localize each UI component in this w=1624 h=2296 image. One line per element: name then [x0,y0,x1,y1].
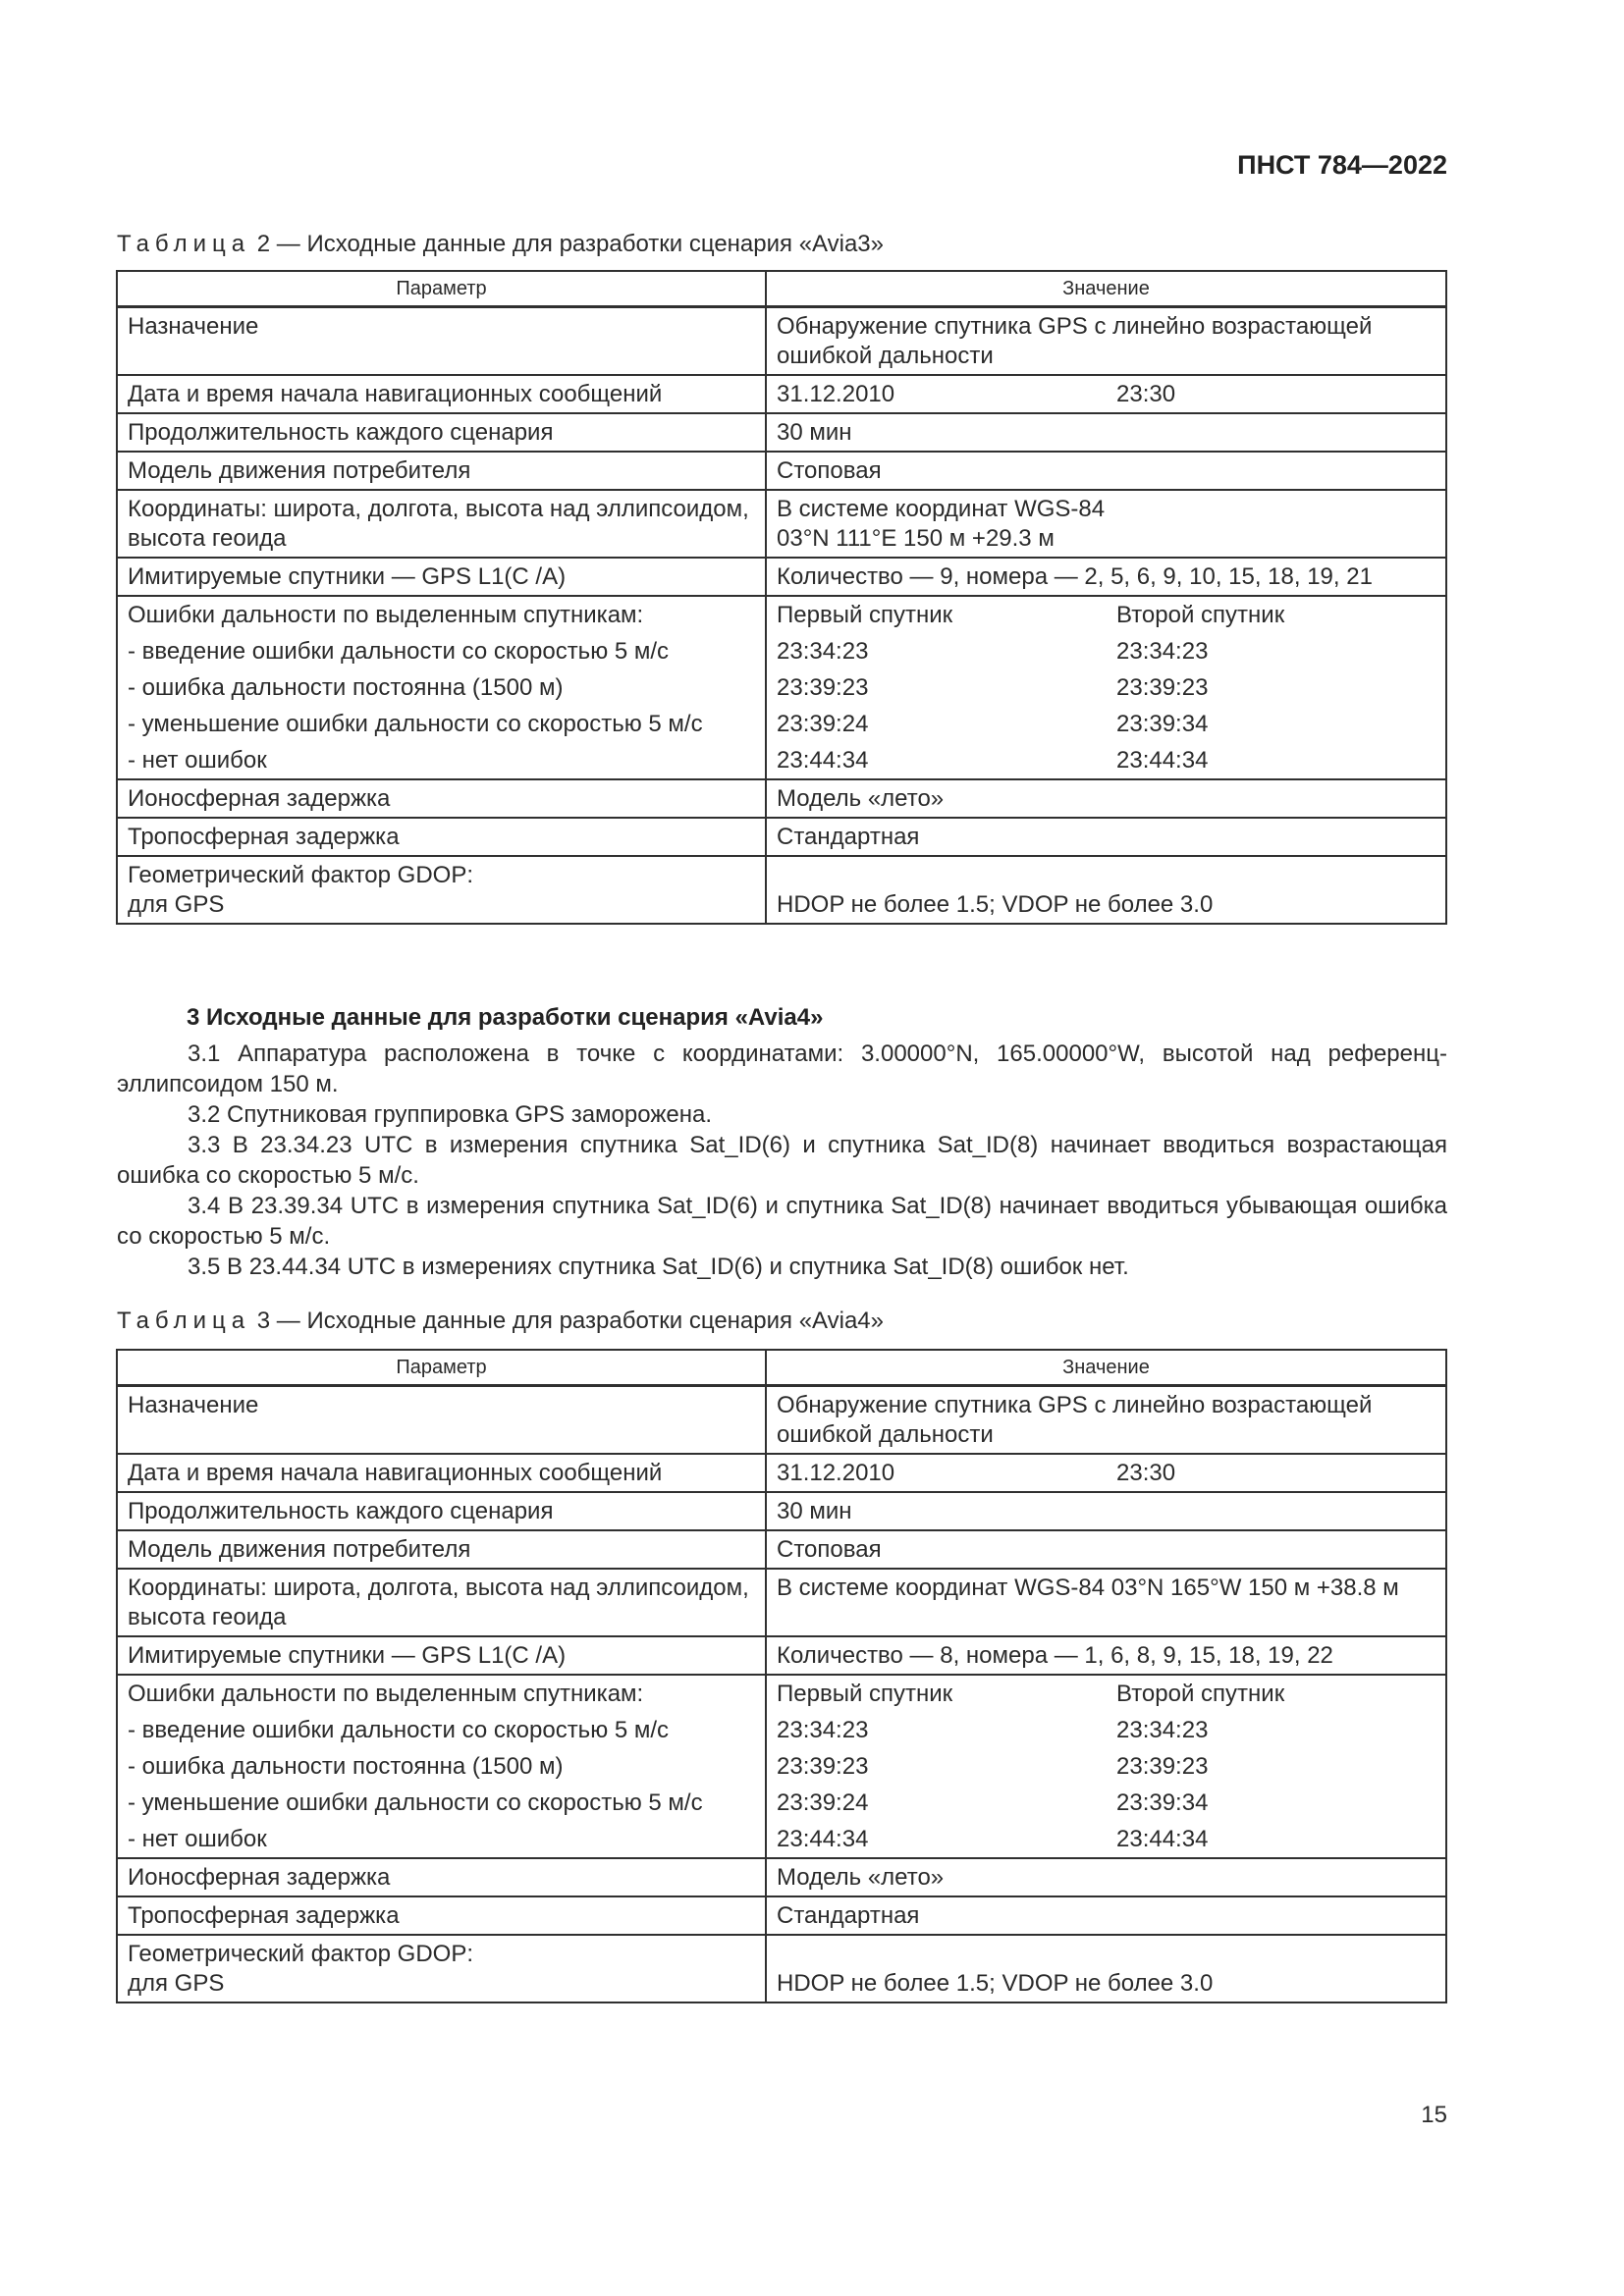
first-satellite-header: Первый спутник [777,602,953,628]
error-second-time: 23:39:23 [1116,674,1209,701]
row-label-motion: Модель движения потребителя [117,1530,766,1569]
error-second-time: 23:39:23 [1116,1753,1209,1780]
row-label-coords: Координаты: широта, долгота, высота над эллипсоидом, высота геоида [117,1569,766,1636]
gdop-label-line-2: для GPS [128,891,225,918]
table-row [117,706,1446,742]
error-label: - введение ошибки дальности со скоростью 5 м/с [117,633,766,669]
row-value-duration: 30 мин [766,1492,1446,1530]
page-number: 15 [1421,2102,1447,2128]
row-label-datetime: Дата и время начала навигационных сообщений [117,1454,766,1492]
row-value-gdop: HDOP не более 1.5; VDOP не более 3.0 [766,1935,1446,2002]
table-row [117,452,1446,490]
table3-caption [117,1307,884,1336]
table-row [117,1896,1446,1935]
row-label-coords: Координаты: широта, долгота, высота над эллипсоидом, высота геоида [117,490,766,558]
row-value-datetime [766,1454,1446,1492]
column-header-value: Значение [766,271,1446,307]
row-value-purpose: Обнаружение спутника GPS с линейно возрастающей ошибкой дальности [766,307,1446,376]
table-row [117,1785,1446,1821]
row-value-datetime [766,375,1446,413]
error-first-time: 23:39:24 [777,1789,869,1816]
row-value-motion: Стоповая [766,452,1446,490]
table-row [117,818,1446,856]
error-first-time: 23:39:23 [777,674,869,701]
table-row [117,596,1446,633]
paragraph-3-2 [117,1099,1447,1130]
table-row [117,413,1446,452]
row-label-duration: Продолжительность каждого сценария [117,413,766,452]
document-code: ПНСТ 784—2022 [1237,150,1447,180]
error-label: - нет ошибок [117,742,766,779]
error-second-time: 23:44:34 [1116,1826,1209,1852]
error-times [766,669,1446,706]
row-value-ionosphere: Модель «лето» [766,1858,1446,1896]
error-first-time: 23:39:24 [777,711,869,737]
paragraph-3-3 [117,1130,1447,1191]
table-row [117,490,1446,558]
table-row [117,669,1446,706]
error-label: - уменьшение ошибки дальности со скоростью 5 м/с [117,1785,766,1821]
error-times [766,706,1446,742]
gdop-label-line-1: Геометрический фактор GDOP: [128,1941,474,1967]
paragraph-text: 3.4 В 23.39.34 UTC в измерения спутника Sat_ID(6) и спутника Sat_ID(8) начинает вводиться убывающая ошибка со скоростью 5 м/с. [117,1193,1447,1250]
error-label: - введение ошибки дальности со скоростью 5 м/с [117,1712,766,1748]
column-header-value: Значение [766,1350,1446,1386]
coords-line-1: В системе координат WGS-84 [777,496,1106,522]
table-row [117,779,1446,818]
first-satellite-header: Первый спутник [777,1681,953,1707]
row-label-troposphere: Тропосферная задержка [117,818,766,856]
error-second-time: 23:34:23 [1116,638,1209,665]
row-value-errors-header [766,1675,1446,1712]
error-first-time: 23:34:23 [777,1717,869,1743]
row-value-troposphere: Стандартная [766,1896,1446,1935]
row-value-gdop: HDOP не более 1.5; VDOP не более 3.0 [766,856,1446,924]
table2 [116,270,1447,925]
row-value-ionosphere: Модель «лето» [766,779,1446,818]
section-3-title: 3 Исходные данные для разработки сценария «Avia4» [187,1004,824,1031]
row-label-purpose: Назначение [117,1386,766,1455]
paragraph-text: 3.5 В 23.44.34 UTC в измерениях спутника Sat_ID(6) и спутника Sat_ID(8) ошибок нет. [188,1254,1129,1280]
row-label-purpose: Назначение [117,307,766,376]
row-value-motion: Стоповая [766,1530,1446,1569]
time-value: 23:30 [1116,381,1176,407]
row-label-gdop [117,1935,766,2002]
table2-caption-prefix: Таблица [117,231,251,257]
time-value: 23:30 [1116,1460,1176,1486]
row-value-duration: 30 мин [766,413,1446,452]
error-label: - ошибка дальности постоянна (1500 м) [117,1748,766,1785]
table-row [117,1821,1446,1858]
table-row [117,1492,1446,1530]
paragraph-3-5 [117,1252,1447,1282]
coords-line-2: 03°N 111°E 150 м +29.3 м [777,525,1055,552]
table2-caption [117,230,884,259]
row-value-troposphere: Стандартная [766,818,1446,856]
table-row [117,1636,1446,1675]
paragraph-3-1 [117,1039,1447,1099]
error-first-time: 23:44:34 [777,1826,869,1852]
column-header-parameter: Параметр [117,1350,766,1386]
row-value-satellites: Количество — 9, номера — 2, 5, 6, 9, 10, 15, 18, 19, 21 [766,558,1446,596]
table2-caption-text: 2 — Исходные данные для разработки сценария «Avia3» [256,231,884,257]
error-times [766,1821,1446,1858]
gdop-label-line-1: Геометрический фактор GDOP: [128,862,474,888]
error-label: - нет ошибок [117,1821,766,1858]
row-label-motion: Модель движения потребителя [117,452,766,490]
row-value-coords: В системе координат WGS-84 03°N 165°W 150 м +38.8 м [766,1569,1446,1636]
row-label-satellites: Имитируемые спутники — GPS L1(C /A) [117,558,766,596]
error-first-time: 23:44:34 [777,747,869,774]
date-value: 31.12.2010 [777,381,895,407]
error-times [766,742,1446,779]
table3 [116,1349,1447,2003]
table-row [117,1935,1446,2002]
table-row [117,1675,1446,1712]
error-label: - уменьшение ошибки дальности со скоростью 5 м/с [117,706,766,742]
error-second-time: 23:39:34 [1116,1789,1209,1816]
row-value-purpose: Обнаружение спутника GPS с линейно возрастающей ошибкой дальности [766,1386,1446,1455]
table-row [117,1569,1446,1636]
table-header-row [117,1350,1446,1386]
table-row [117,1386,1446,1455]
table3-caption-prefix: Таблица [117,1308,251,1334]
table3-caption-text: 3 — Исходные данные для разработки сценария «Avia4» [256,1308,884,1334]
row-value-coords [766,490,1446,558]
error-second-time: 23:34:23 [1116,1717,1209,1743]
second-satellite-header: Второй спутник [1116,1681,1285,1707]
error-second-time: 23:39:34 [1116,711,1209,737]
gdop-label-line-2: для GPS [128,1970,225,1997]
table-row [117,1748,1446,1785]
paragraph-text: 3.3 В 23.34.23 UTC в измерения спутника Sat_ID(6) и спутника Sat_ID(8) начинает вводиться возрастающая ошибка со скоростью 5 м/с. [117,1132,1447,1189]
row-label-satellites: Имитируемые спутники — GPS L1(C /A) [117,1636,766,1675]
error-times [766,633,1446,669]
row-label-errors: Ошибки дальности по выделенным спутникам: [117,1675,766,1712]
table-row [117,375,1446,413]
table-row [117,633,1446,669]
table-row [117,558,1446,596]
row-label-troposphere: Тропосферная задержка [117,1896,766,1935]
paragraph-3-4 [117,1191,1447,1252]
paragraph-text: 3.2 Спутниковая группировка GPS заморожена. [188,1101,712,1128]
error-first-time: 23:39:23 [777,1753,869,1780]
row-value-satellites: Количество — 8, номера — 1, 6, 8, 9, 15, 18, 19, 22 [766,1636,1446,1675]
row-label-gdop [117,856,766,924]
paragraph-text: 3.1 Аппаратура расположена в точке с координатами: 3.00000°N, 165.00000°W, высотой над референц-эллипсоидом 150 м. [117,1041,1447,1097]
date-value: 31.12.2010 [777,1460,895,1486]
row-label-datetime: Дата и время начала навигационных сообщений [117,375,766,413]
error-label: - ошибка дальности постоянна (1500 м) [117,669,766,706]
second-satellite-header: Второй спутник [1116,602,1285,628]
row-label-errors: Ошибки дальности по выделенным спутникам: [117,596,766,633]
table-row [117,742,1446,779]
table-header-row [117,271,1446,307]
row-value-errors-header [766,596,1446,633]
table-row [117,1712,1446,1748]
column-header-parameter: Параметр [117,271,766,307]
error-first-time: 23:34:23 [777,638,869,665]
table-row [117,1454,1446,1492]
row-label-ionosphere: Ионосферная задержка [117,1858,766,1896]
table-row [117,856,1446,924]
error-times [766,1785,1446,1821]
table-row [117,1858,1446,1896]
error-times [766,1748,1446,1785]
row-label-duration: Продолжительность каждого сценария [117,1492,766,1530]
table-row [117,307,1446,376]
error-times [766,1712,1446,1748]
table-row [117,1530,1446,1569]
error-second-time: 23:44:34 [1116,747,1209,774]
row-label-ionosphere: Ионосферная задержка [117,779,766,818]
